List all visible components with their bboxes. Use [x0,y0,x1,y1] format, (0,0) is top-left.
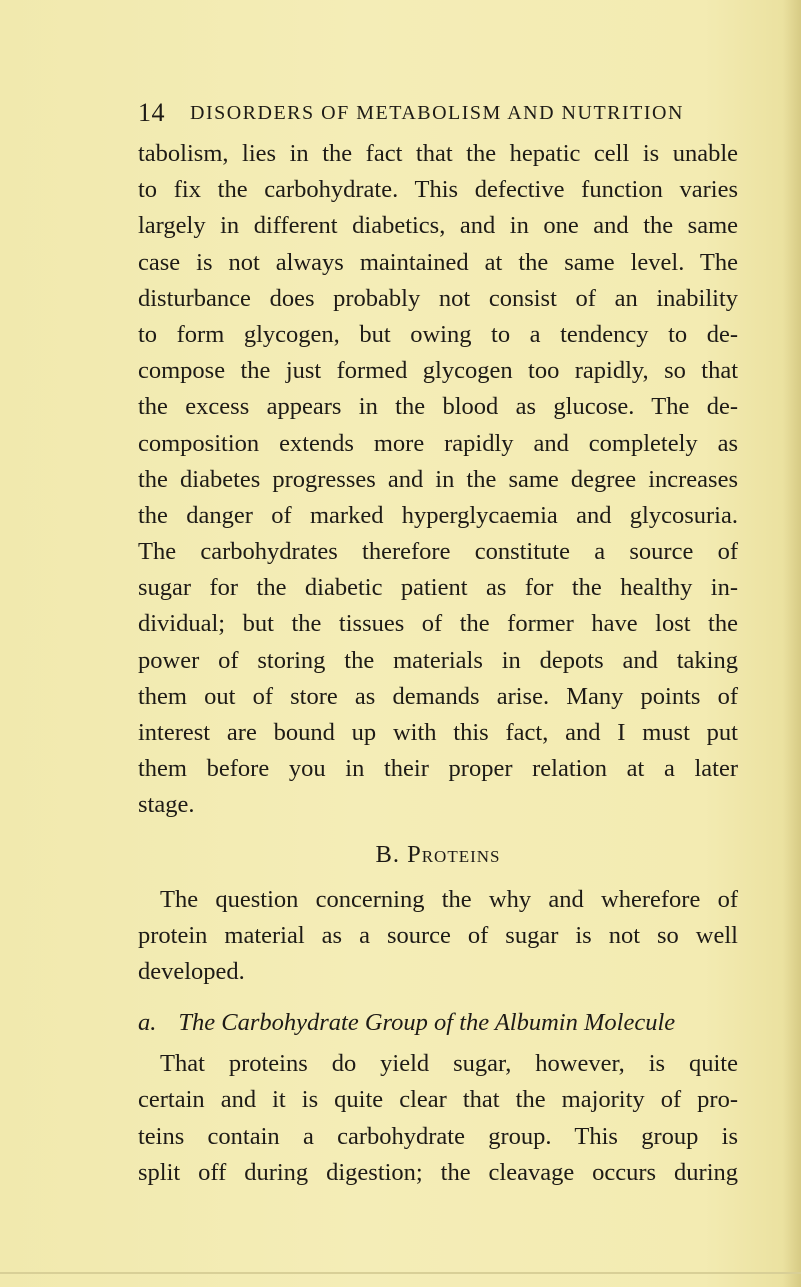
running-head: DISORDERS OF METABOLISM AND NUTRITION [190,102,684,124]
text-line: them before you in their proper relation at a later [138,755,738,783]
text-line: teins contain a carbohydrate group. This group is [138,1122,738,1150]
text-line: to fix the carbohydrate. This defective function varies [138,176,738,204]
text-line: case is not always maintained at the same level. The [138,248,738,276]
text-line: them out of store as demands arise. Many points of [138,682,738,710]
subsection-label: a. [138,1009,157,1037]
text-line: developed. [138,957,245,985]
section-heading-proteins [138,828,738,882]
paragraph-carbohydrate-group [138,1046,738,1191]
text-line: largely in different diabetics, and in one and the same [138,212,738,240]
text-line: sugar for the diabetic patient as for the healthy in- [138,574,738,602]
text-line: dividual; but the tissues of the former have lost the [138,610,738,638]
text-line: certain and it is quite clear that the majority of pro- [138,1086,738,1114]
text-line: split off during digestion; the cleavage occurs during [138,1158,738,1186]
text-line: the diabetes progresses and in the same degree increases [138,465,738,493]
subsection-title: The Carbohydrate Group of the Albumin Molecule [178,1009,676,1037]
text-line: composition extends more rapidly and completely as [138,429,738,457]
text-line: That proteins do yield sugar, however, is quite [160,1050,738,1078]
page-edge-shadow [783,0,801,1287]
text-line: the danger of marked hyperglycaemia and glycosuria. [138,501,738,529]
body-text [138,136,738,1191]
section-title: Proteins [407,840,501,868]
text-line: power of storing the materials in depots and taking [138,646,738,674]
text-line: the excess appears in the blood as glucose. The de- [138,393,738,421]
section-label: B. [375,840,400,868]
text-line: The carbohydrates therefore constitute a source of [138,538,738,566]
text-line: interest are bound up with this fact, and I must put [138,719,738,746]
page-number: 14 [138,98,165,127]
subsection-heading [138,1000,738,1046]
text-line: to form glycogen, but owing to a tendency to de- [138,320,738,348]
text-line: disturbance does probably not consist of an inability [138,284,738,312]
text-line: The question concerning the why and wherefore of [160,885,738,913]
paragraph-continuation [138,136,738,824]
page-bottom-edge [0,1272,801,1274]
paragraph-proteins-intro [138,882,738,991]
text-line: compose the just formed glycogen too rapidly, so that [138,357,738,385]
text-line: stage. [138,791,195,819]
text-line: tabolism, lies in the fact that the hepatic cell is unable [138,140,738,167]
page-header [138,98,738,132]
text-line: protein material as a source of sugar is not so well [138,921,738,949]
